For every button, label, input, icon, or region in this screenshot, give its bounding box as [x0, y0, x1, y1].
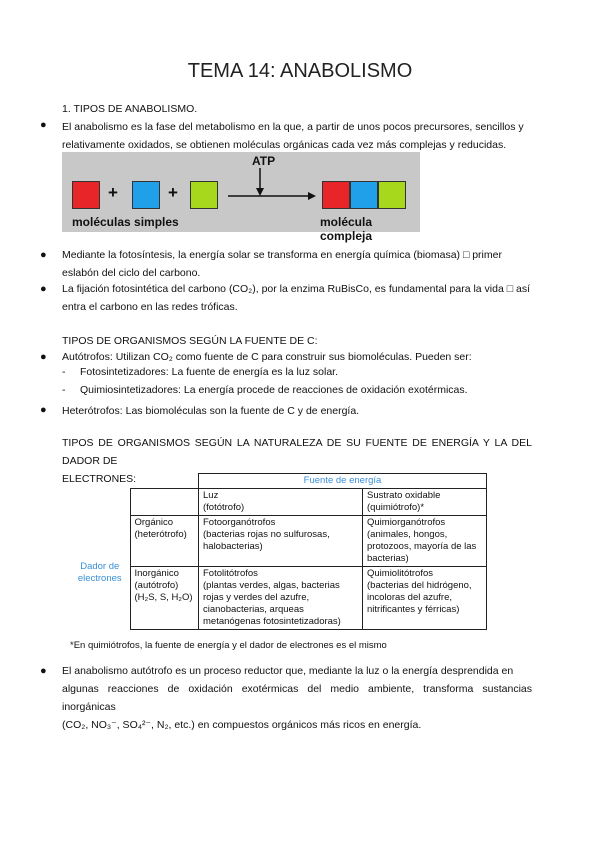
section3-heading: TIPOS DE ORGANISMOS SEGÚN LA NATURALEZA DE SU FUENTE DE ENERGÍA Y LA DEL DADOR DE ELECTRONES: — [62, 437, 532, 485]
plus-sign: + — [108, 183, 118, 202]
dash-marker: - — [62, 366, 66, 378]
table-footnote: *En quimiótrofos, la fuente de energía y el dador de electrones es el mismo — [70, 640, 387, 651]
fotoorganotrofos-cell: Fotoorganótrofos (bacterias rojas no sulfurosas, halobacterias) — [199, 516, 363, 567]
red-molecule — [322, 181, 350, 209]
fotosintetizadores-text: Fotosintetizadores: La fuente de energía es la luz solar. — [80, 366, 338, 378]
dador-header: Dador de electrones — [77, 560, 122, 584]
fotolitotrofos-cell: Fotolitótrofos (plantas verdes, algas, bacterias rojas y verdes del azufre, cianobacterias, arqueas metanógenas fotosintetizadoras) — [199, 567, 363, 630]
luz-header: Luz (fotótrofo) — [199, 489, 363, 516]
autotrofos-text: Autótrofos: Utilizan CO₂ como fuente de C para construir sus biomoléculas. Pueden ser: — [62, 351, 472, 363]
section1-heading: 1. TIPOS DE ANABOLISMO. — [62, 103, 198, 115]
dash-marker: - — [62, 384, 66, 396]
sustrato-header: Sustrato oxidable (quimiótrofo)* — [363, 489, 487, 516]
quimiosintetizadores-text: Quimiosintetizadores: La energía procede de reacciones de oxidación exotérmicas. — [80, 384, 468, 396]
paragraph-fotosintesis: Mediante la fotosíntesis, la energía solar se transforma en energía química (biomasa) □ primer eslabón del ciclo del carbono. — [62, 249, 502, 279]
page-title: TEMA 14: ANABOLISMO — [187, 60, 413, 82]
paragraph-anabolismo-autotrofo: El anabolismo autótrofo es un proceso reductor que, mediante la luz o la energía desprendida en algunas reacciones de oxidación exotérmicas del medio ambiente, transforma sustancias inorgánicas (CO₂, NO₃⁻, SO₄²⁻, N₂, etc.) en compuestos orgánicos más ricos en energía. — [62, 665, 532, 731]
anabolism-diagram — [62, 152, 420, 243]
quimiorganotrofos-cell: Quimiorganótrofos (animales, hongos, protozoos, mayoría de las bacterias) — [363, 516, 487, 567]
plus-sign: + — [168, 183, 178, 202]
bullet-icon: ● — [40, 351, 47, 363]
bullet-icon: ● — [40, 665, 47, 677]
quimiolitotrofos-cell: Quimiolitótrofos (bacterias del hidrógeno, incoloras del azufre, nitrificantes y férricas) — [363, 567, 487, 630]
organico-row-header: Orgánico (heterótrofo) — [130, 516, 199, 567]
section2-heading: TIPOS DE ORGANISMOS SEGÚN LA FUENTE DE C: — [62, 335, 318, 347]
bullet-icon: ● — [40, 119, 47, 131]
heterotrofos-text: Heterótrofos: Las biomoléculas son la fuente de C y de energía. — [62, 405, 360, 417]
simple-molecules-label: moléculas simples — [72, 215, 179, 229]
bullet-icon: ● — [40, 283, 47, 295]
atp-label: ATP — [252, 154, 276, 168]
green-molecule — [378, 181, 406, 209]
bullet-icon: ● — [40, 404, 47, 416]
paragraph-anabolismo: El anabolismo es la fase del metabolismo en la que, a partir de unos pocos precursores, sencillos y relativamente oxidados, se obtienen moléculas orgánicas cada vez más complejas y reducidas. — [62, 121, 524, 151]
paragraph-fijacion: La fijación fotosintética del carbono (CO₂), por la enzima RuBisCo, es fundamental para la vida □ así entra el carbono en las redes tróficas. — [62, 283, 530, 313]
blue-molecule — [350, 181, 378, 209]
fuente-header: Fuente de energía — [199, 474, 487, 489]
bullet-icon: ● — [40, 249, 47, 261]
complex-molecule-label: molécula compleja — [320, 215, 373, 243]
organism-types-table — [70, 473, 487, 630]
inorganico-row-header: Inorgánico (autótrofo) (H₂S, S, H₂O) — [130, 567, 199, 630]
